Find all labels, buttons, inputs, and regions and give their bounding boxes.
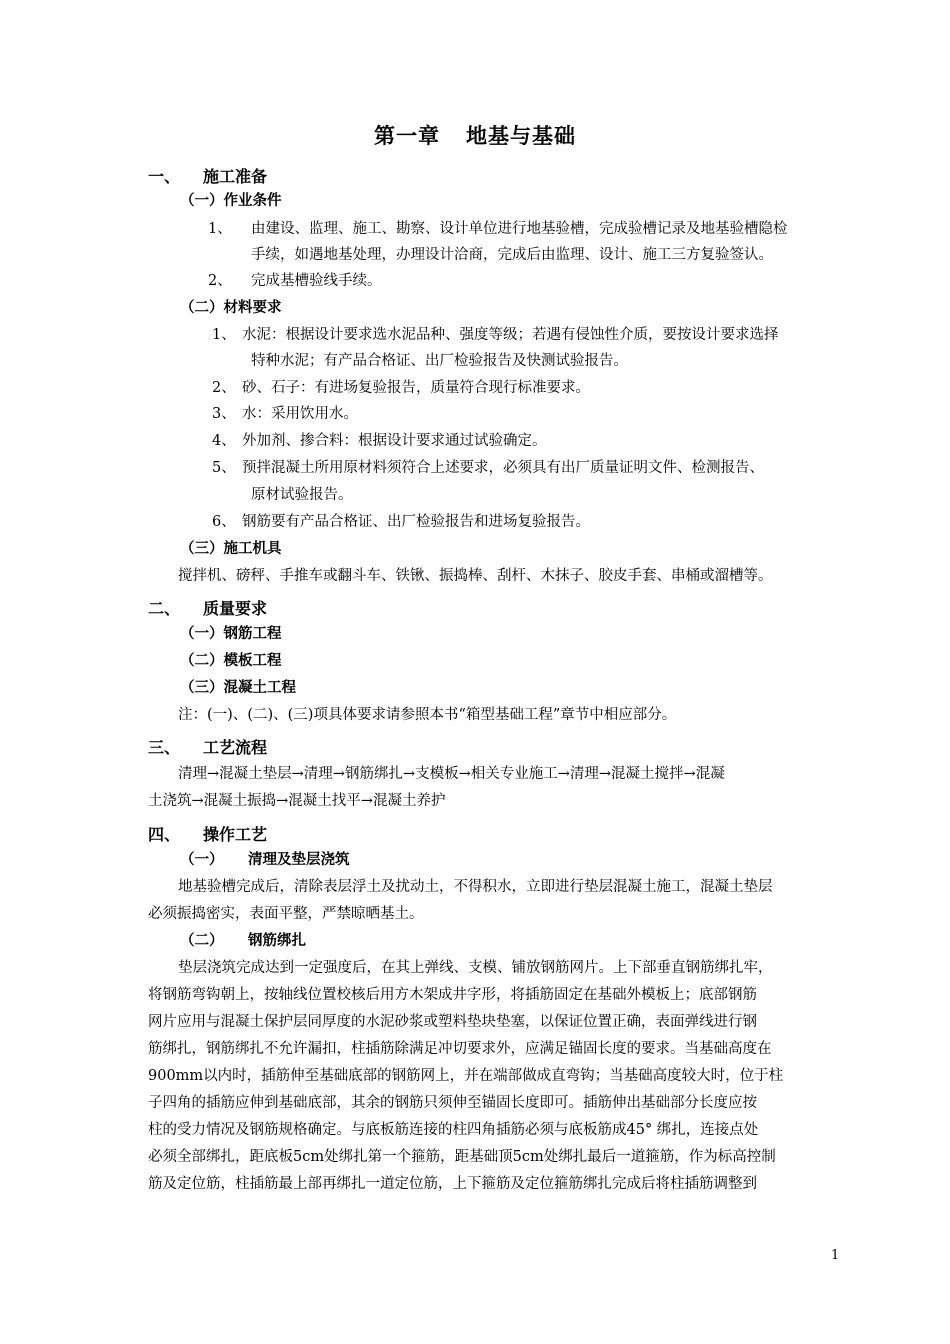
subsection-heading: （一） 清理及垫层浇筑 — [180, 852, 350, 868]
paragraph-line: 必须全部绑扎，距底板5cm处绑扎第一个箍筋，距基础顶5cm处绑扎最后一道箍筋，作为标高控制 — [148, 1149, 776, 1165]
list-item-continuation: 手续，如遇地基处理，办理设计洽商，完成后由监理、设计、施工三方复验签认。 — [251, 247, 773, 263]
section-heading-2: 二、 质量要求 — [148, 599, 268, 618]
subsection-heading: （二）模板工程 — [180, 653, 282, 669]
chapter-name: 地基与基础 — [466, 124, 576, 148]
list-item: 6、 钢筋要有产品合格证、出厂检验报告和进场复验报告。 — [212, 514, 590, 530]
subsection-heading: （二） 钢筋绑扎 — [180, 933, 306, 949]
section-heading-4: 四、 操作工艺 — [148, 825, 268, 844]
subsection-heading: （三）施工机具 — [180, 541, 282, 557]
section-heading-3: 三、 工艺流程 — [148, 738, 268, 757]
list-item: 1、 水泥：根据设计要求选水泥品种、强度等级；若遇有侵蚀性介质，要按设计要求选择 — [212, 327, 779, 343]
paragraph-line: 柱的受力情况及钢筋规格确定。与底板筋连接的柱四角插筋必须与底板筋成45° 绑扎，连接点处 — [148, 1122, 759, 1138]
process-flow-line: 土浇筑→混凝土振捣→混凝土找平→混凝土养护 — [148, 793, 446, 809]
list-item-continuation: 特种水泥；有产品合格证、出厂检验报告及快测试验报告。 — [251, 353, 628, 369]
list-item: 5、 预拌混凝土所用原材料须符合上述要求，必须具有出厂质量证明文件、检测报告、 — [212, 460, 764, 476]
paragraph-line: 地基验槽完成后，清除表层浮土及扰动土，不得积水，立即进行垫层混凝土施工，混凝土垫层 — [178, 879, 773, 895]
note: 注：(一)、(二)、(三)项具体要求请参照本书“箱型基础工程”章节中相应部分。 — [178, 707, 677, 723]
paragraph-line: 子四角的插筋应伸到基础底部，其余的钢筋只须伸至锚固长度即可。插筋伸出基础部分长度应按 — [148, 1095, 757, 1111]
paragraph-line: 筋及定位筋，柱插筋最上部再绑扎一道定位筋，上下箍筋及定位箍筋绑扎完成后将柱插筋调整到 — [148, 1176, 757, 1192]
subsection-heading: （二）材料要求 — [180, 300, 282, 316]
subsection-heading: （一）钢筋工程 — [180, 626, 282, 642]
paragraph-line: 网片应用与混凝土保护层同厚度的水泥砂浆或塑料垫块垫塞，以保证位置正确，表面弹线进行钢 — [148, 1014, 757, 1030]
paragraph-line: 必须振捣密实，表面平整，严禁晾晒基土。 — [148, 906, 424, 922]
subsection-heading: （一）作业条件 — [180, 193, 282, 209]
list-item: 4、 外加剂、掺合料：根据设计要求通过试验确定。 — [212, 433, 547, 449]
subsection-heading: （三）混凝土工程 — [180, 680, 296, 696]
paragraph-line: 将钢筋弯钩朝上，按轴线位置校核后用方木架成井字形，将插筋固定在基础外模板上；底部钢筋 — [148, 987, 757, 1003]
list-item: 2、 完成基槽验线手续。 — [208, 273, 382, 289]
section-heading-1: 一、 施工准备 — [148, 167, 268, 186]
paragraph-line: 垫层浇筑完成达到一定强度后，在其上弹线、支模、铺放钢筋网片。上下部垂直钢筋绑扎牢， — [178, 960, 773, 976]
paragraph: 搅拌机、磅秤、手推车或翻斗车、铁锹、振捣棒、刮杆、木抹子、胶皮手套、串桶或溜槽等。 — [178, 568, 773, 584]
process-flow-line: 清理→混凝土垫层→清理→钢筋绑扎→支模板→相关专业施工→清理→混凝土搅拌→混凝 — [178, 766, 725, 782]
chapter-number: 第一章 — [374, 124, 440, 148]
list-item: 3、 水：采用饮用水。 — [212, 406, 358, 422]
page-number: 1 — [831, 1248, 840, 1263]
paragraph-line: 筋绑扎，钢筋绑扎不允许漏扣，柱插筋除满足冲切要求外，应满足锚固长度的要求。当基础高度在 — [148, 1041, 772, 1057]
list-item: 1、 由建设、监理、施工、勘察、设计单位进行地基验槽，完成验槽记录及地基验槽隐检 — [208, 221, 788, 237]
chapter-title — [0, 120, 950, 150]
list-item: 2、 砂、石子：有进场复验报告，质量符合现行标准要求。 — [212, 380, 590, 396]
paragraph-line: 900mm以内时，插筋伸至基础底部的钢筋网上，并在端部做成直弯钩；当基础高度较大时，位于柱 — [148, 1068, 784, 1084]
list-item-continuation: 原材试验报告。 — [251, 487, 353, 503]
